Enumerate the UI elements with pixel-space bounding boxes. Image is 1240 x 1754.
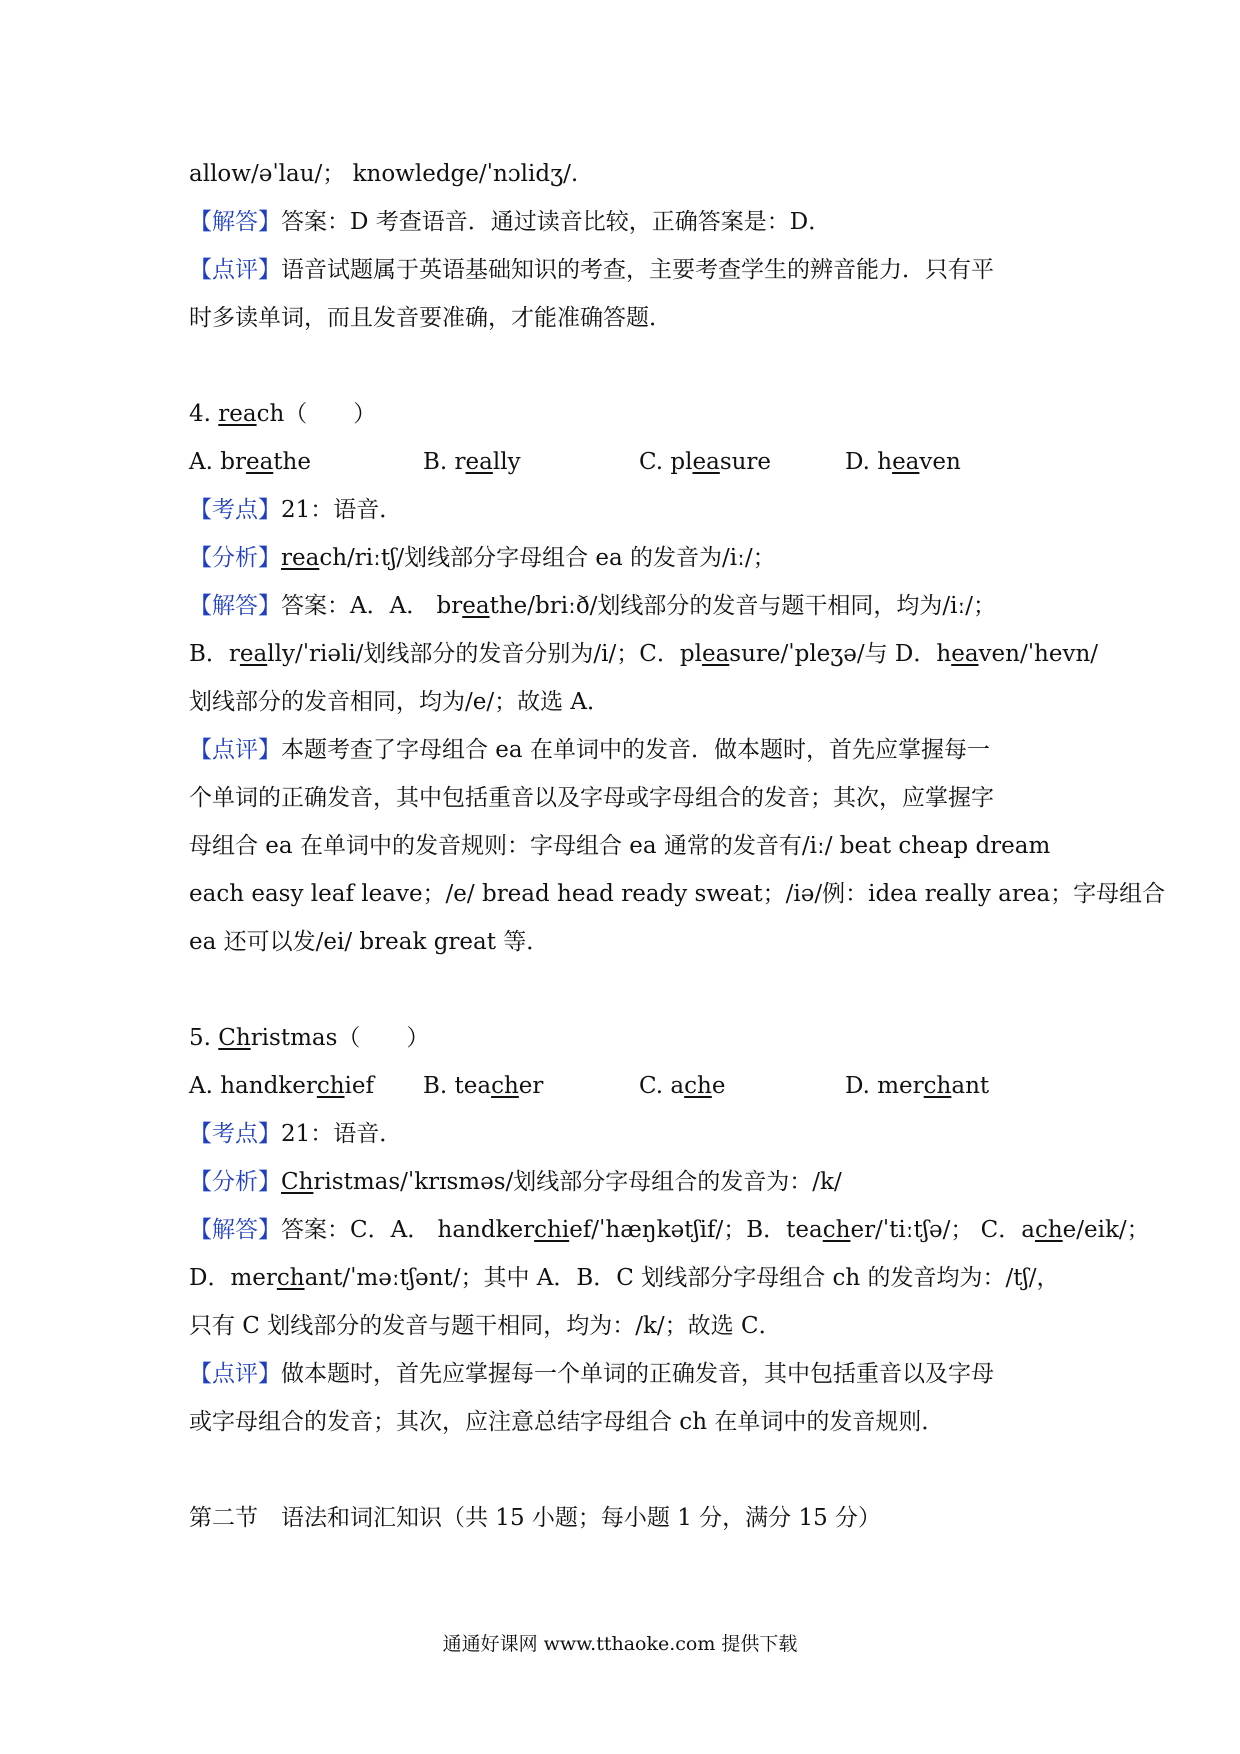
q4-answer-line3: 划线部分的发音相同，均为/e/；故选 A． bbox=[189, 689, 611, 715]
comment-tag: 【点评】 bbox=[189, 257, 281, 283]
q4-option-d: D. heaven bbox=[845, 449, 961, 475]
q5-option-d: D. merchant bbox=[845, 1073, 990, 1099]
q4-answer-line1: 【解答】答案：A．A． breathe/briːð/划线部分的发音与题干相同，均为/iː/； bbox=[189, 593, 997, 619]
q4-stem: 4. reach（ ） bbox=[189, 401, 377, 427]
q3-comment-line2: 时多读单词，而且发音要准确，才能准确答题． bbox=[189, 305, 672, 331]
q3-comment-line1: 【点评】语音试题属于英语基础知识的考查，主要考查学生的辨音能力．只有平 bbox=[189, 257, 994, 283]
q4-comment-line3: 母组合 ea 在单词中的发音规则：字母组合 ea 通常的发音有/iː/ beat cheap dream bbox=[189, 833, 1051, 859]
q5-answer-line2: D．merchant/ˈməːtʃənt/；其中 A．B．C 划线部分字母组合 ch 的发音均为：/tʃ/， bbox=[189, 1265, 1060, 1291]
q5-stem: 5. Christmas（ ） bbox=[189, 1025, 430, 1051]
page-footer: 通通好课网 www.tthaoke.com 提供下载 bbox=[442, 1633, 798, 1655]
point-tag: 【考点】 bbox=[189, 1121, 281, 1147]
q4-comment-line1: 【点评】本题考查了字母组合 ea 在单词中的发音．做本题时，首先应掌握每一 bbox=[189, 737, 990, 763]
q4-option-b: B. really bbox=[423, 449, 521, 475]
analysis-tag: 【分析】 bbox=[189, 545, 281, 571]
point-tag: 【考点】 bbox=[189, 497, 281, 523]
comment-tag: 【点评】 bbox=[189, 737, 281, 763]
q5-comment-line2: 或字母组合的发音；其次，应注意总结字母组合 ch 在单词中的发音规则． bbox=[189, 1409, 945, 1435]
q5-comment-line1: 【点评】做本题时，首先应掌握每一个单词的正确发音，其中包括重音以及字母 bbox=[189, 1361, 994, 1387]
section2-heading: 第二节 语法和词汇知识（共 15 小题；每小题 1 分，满分 15 分） bbox=[189, 1505, 882, 1531]
q5-answer-line3: 只有 C 划线部分的发音与题干相同，均为：/k/；故选 C． bbox=[189, 1313, 782, 1339]
analysis-tag: 【分析】 bbox=[189, 1169, 281, 1195]
q4-option-a: A. breathe bbox=[189, 449, 311, 475]
q3-answer: 【解答】答案：D 考查语音．通过读音比较，正确答案是：D． bbox=[189, 209, 832, 235]
q4-comment-line5: ea 还可以发/ei/ break great 等． bbox=[189, 929, 550, 955]
answer-tag: 【解答】 bbox=[189, 209, 281, 235]
q4-comment-line2: 个单词的正确发音，其中包括重音以及字母或字母组合的发音；其次，应掌握字 bbox=[189, 785, 994, 811]
q5-option-b: B. teacher bbox=[423, 1073, 544, 1099]
q4-analysis: 【分析】reach/riːtʃ/划线部分字母组合 ea 的发音为/iː/； bbox=[189, 545, 776, 571]
q5-analysis: 【分析】Christmas/ˈkrɪsməs/划线部分字母组合的发音为：/k/ bbox=[189, 1169, 842, 1195]
q5-option-a: A. handkerchief bbox=[189, 1073, 375, 1099]
q5-point: 【考点】21：语音． bbox=[189, 1121, 403, 1147]
q5-option-c: C. ache bbox=[639, 1073, 726, 1099]
q4-comment-line4: each easy leaf leave；/e/ bread head ready sweat；/iə/例：idea really area；字母组合 bbox=[189, 881, 1166, 907]
q4-answer-line2: B．really/ˈriəli/划线部分的发音分别为/i/；C．pleasure/ˈpleʒə/与 D．heaven/ˈhevn/ bbox=[189, 641, 1099, 667]
answer-tag: 【解答】 bbox=[189, 1217, 281, 1243]
q4-option-c: C. pleasure bbox=[639, 449, 772, 475]
comment-tag: 【点评】 bbox=[189, 1361, 281, 1387]
q5-answer-line1: 【解答】答案：C．A． handkerchief/ˈhæŋkətʃif/；B．teacher/ˈtiːtʃə/； C．ache/eik/； bbox=[189, 1217, 1150, 1243]
q4-point: 【考点】21：语音． bbox=[189, 497, 403, 523]
answer-tag: 【解答】 bbox=[189, 593, 281, 619]
q3-phonetics: allow/əˈlau/； knowledge/ˈnɔlidʒ/. bbox=[189, 161, 579, 187]
